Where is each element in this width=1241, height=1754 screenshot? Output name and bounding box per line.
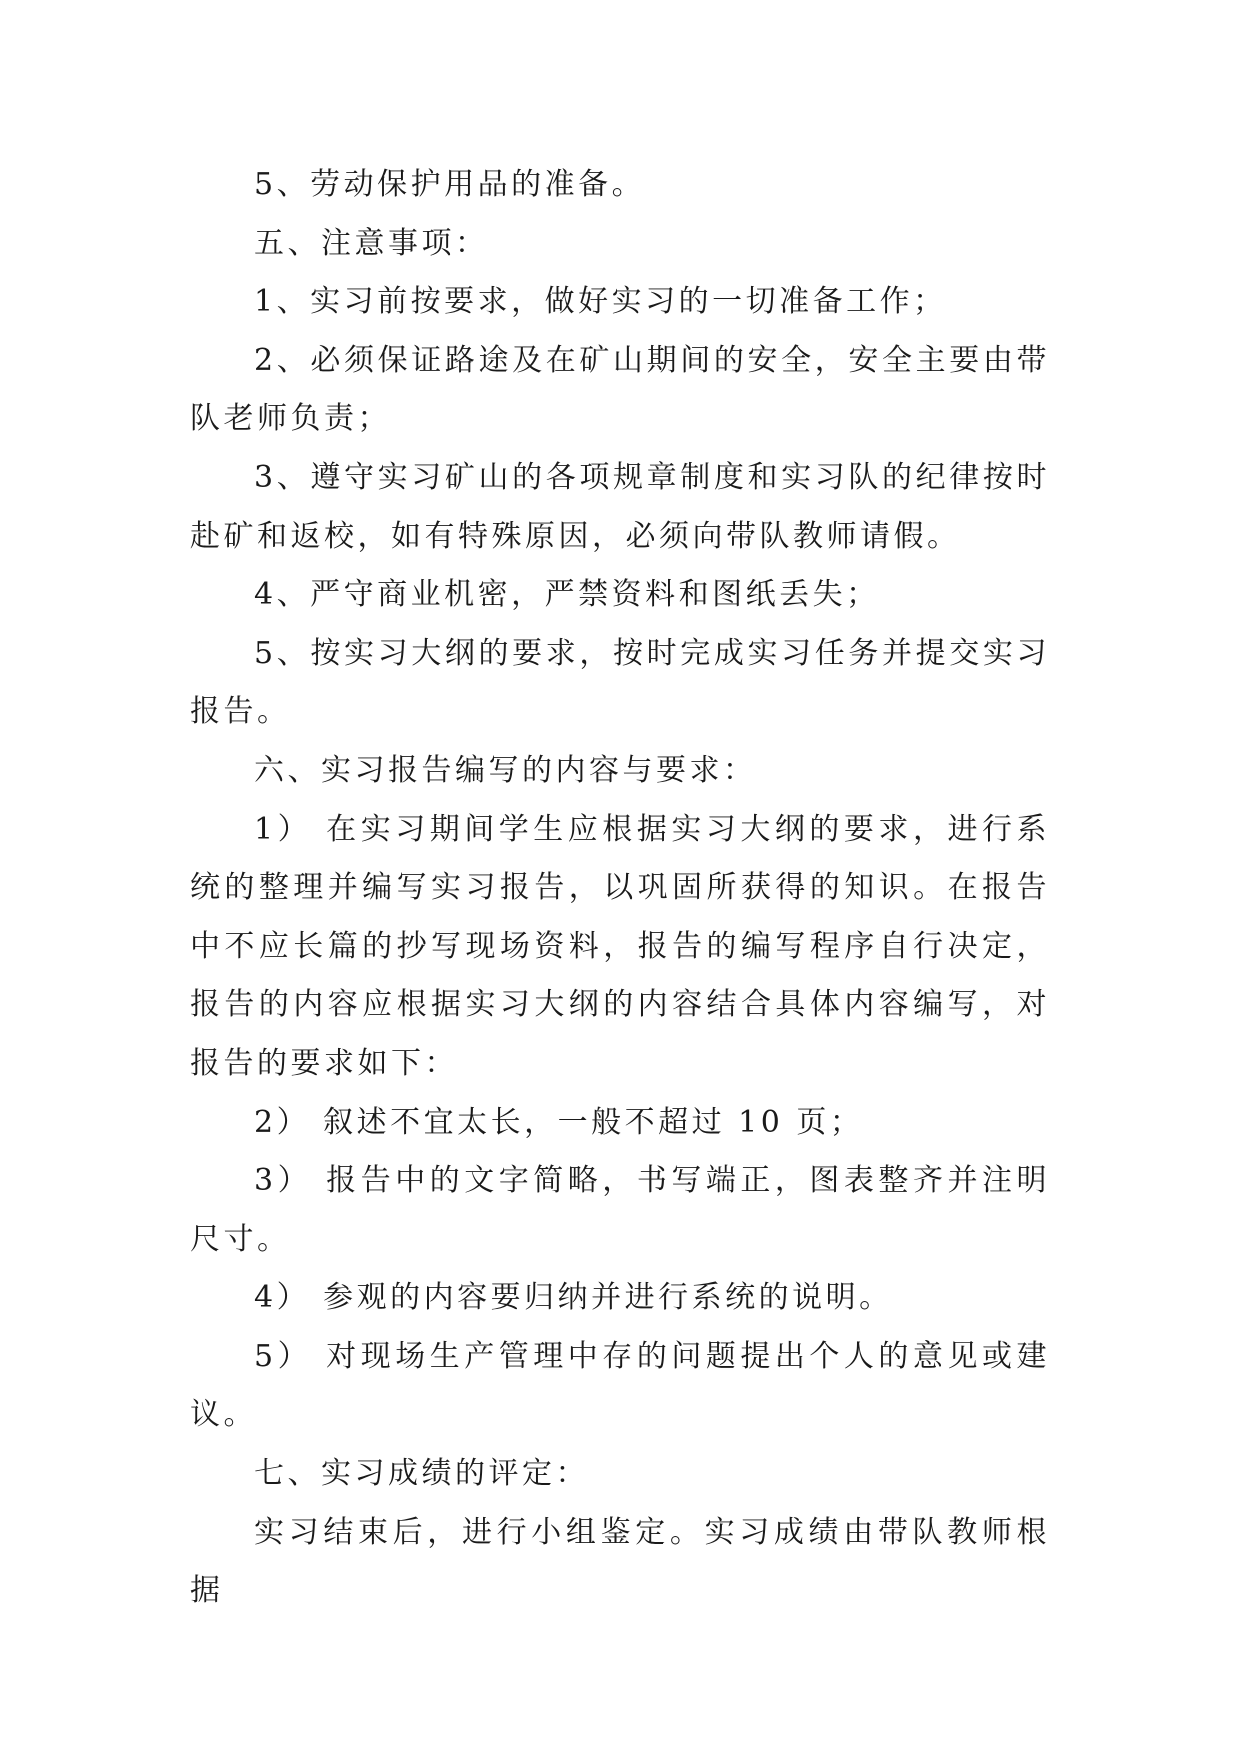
paragraph-precaution-1: 1、实习前按要求，做好实习的一切准备工作； — [254, 284, 947, 320]
paragraph-precaution-3: 3、遵守实习矿山的各项规章制度和实习队的纪律按时赴矿和返校，如有特殊原因，必须向带队教师请假。 — [190, 459, 1050, 554]
paragraph-precaution-5: 5、按实习大纲的要求，按时完成实习任务并提交实习报告。 — [190, 635, 1050, 730]
document-body — [190, 156, 1050, 1621]
paragraph-requirement-2: 2） 叙述不宜太长，一般不超过 10 页； — [254, 1104, 864, 1140]
paragraph-requirement-1: 1） 在实习期间学生应根据实习大纲的要求，进行系统的整理并编写实习报告，以巩固所获得的知识。在报告中不应长篇的抄写现场资料，报告的编写程序自行决定，报告的内容应根据实习大纲的内容结合具体内容编写，对报告的要求如下： — [190, 811, 1050, 1081]
paragraph-requirement-3: 3） 报告中的文字简略，书写端正，图表整齐并注明尺寸。 — [190, 1163, 1050, 1257]
heading-grading: 七、实习成绩的评定： — [254, 1456, 589, 1492]
heading-precautions: 五、注意事项： — [254, 225, 489, 261]
paragraph-precaution-4: 4、严守商业机密，严禁资料和图纸丢失； — [254, 577, 880, 613]
heading-report-requirements: 六、实习报告编写的内容与要求： — [254, 752, 757, 788]
paragraph-grading: 实习结束后，进行小组鉴定。实习成绩由带队教师根据 — [190, 1514, 1050, 1609]
paragraph-ppe-prep: 5、劳动保护用品的准备。 — [254, 167, 646, 202]
paragraph-precaution-2: 2、必须保证路途及在矿山期间的安全，安全主要由带队老师负责； — [190, 342, 1050, 437]
paragraph-requirement-4: 4） 参观的内容要归纳并进行系统的说明。 — [254, 1280, 893, 1316]
paragraph-requirement-5: 5） 对现场生产管理中存的问题提出个人的意见或建议。 — [190, 1338, 1050, 1433]
